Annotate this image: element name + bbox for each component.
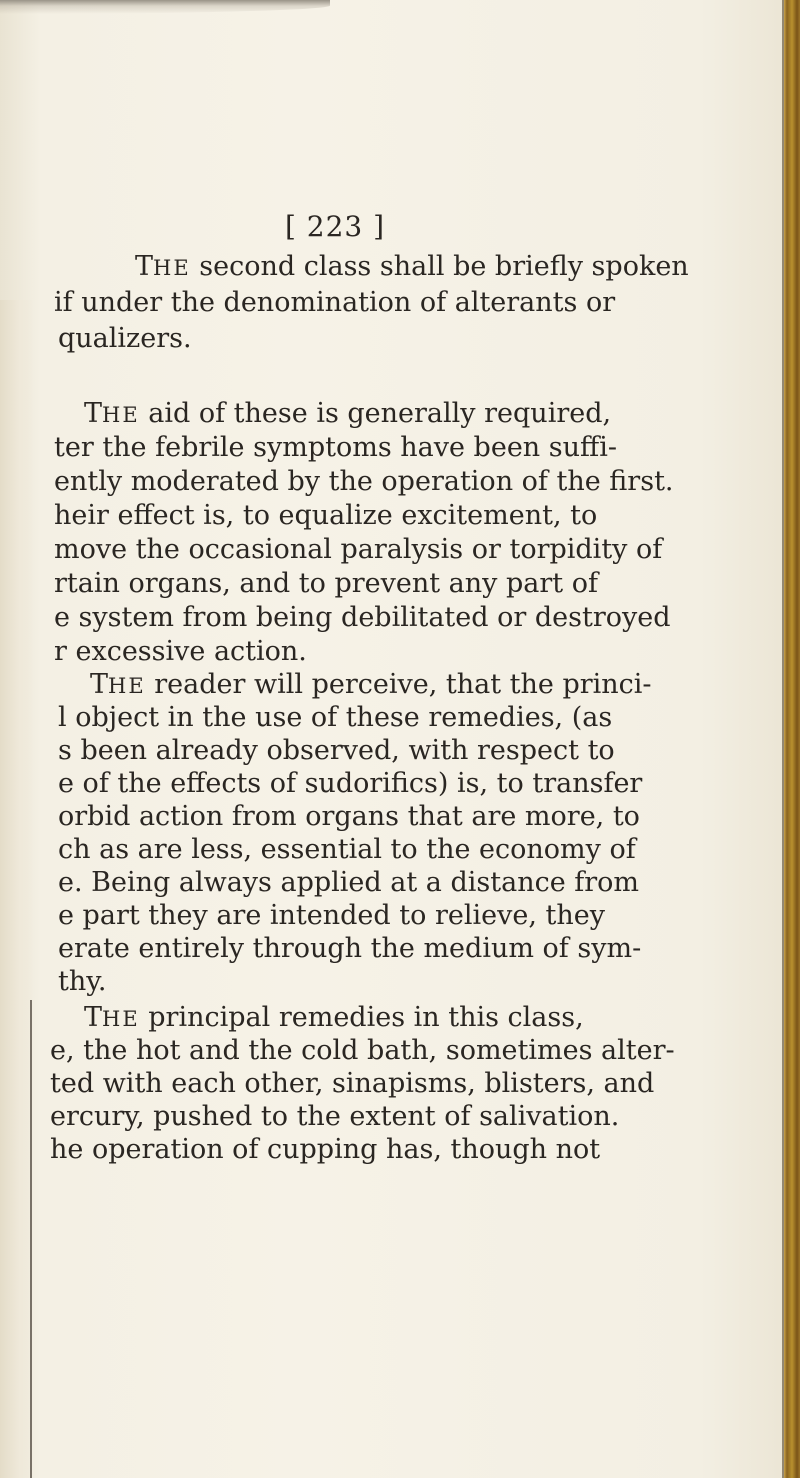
text-line: rtain organs, and to prevent any part of <box>54 568 598 599</box>
text-line: THE second class shall be briefly spoken <box>135 251 689 282</box>
binding-edge-line <box>30 1000 32 1478</box>
text-line: erate entirely through the medium of sym- <box>58 933 642 964</box>
text-line: he operation of cupping has, though not <box>50 1134 601 1165</box>
text-line: e system from being debilitated or destroyed <box>54 602 671 633</box>
text-line: l object in the use of these remedies, (as <box>58 702 613 733</box>
text-line: e part they are intended to relieve, they <box>58 900 605 931</box>
text-line: ch as are less, essential to the economy of <box>58 834 636 865</box>
text-line: e. Being always applied at a distance from <box>58 867 640 898</box>
text-line: r excessive action. <box>54 636 307 667</box>
text-line: if under the denomination of alterants or <box>54 287 616 318</box>
text-line: heir effect is, to equalize excitement, to <box>54 500 598 531</box>
text-line: ter the febrile symptoms have been suffi- <box>54 432 617 463</box>
text-line: THE aid of these is generally required, <box>84 398 612 429</box>
book-cover-edge <box>784 0 800 1478</box>
text-line: ted with each other, sinapisms, blisters, and <box>50 1068 655 1099</box>
text-line: orbid action from organs that are more, to <box>58 801 640 832</box>
text-line: e of the effects of sudorifics) is, to transfer <box>58 768 643 799</box>
binding-gutter <box>0 300 34 1478</box>
text-line: s been already observed, with respect to <box>58 735 615 766</box>
page-number: [ 223 ] <box>284 210 386 243</box>
text-line: e, the hot and the cold bath, sometimes alter- <box>50 1035 675 1066</box>
page-top-shadow <box>0 0 330 14</box>
text-line: THE reader will perceive, that the princi- <box>90 669 652 700</box>
text-line: move the occasional paralysis or torpidity of <box>54 534 663 565</box>
text-line: thy. <box>58 966 107 997</box>
text-line: THE principal remedies in this class, <box>84 1002 584 1033</box>
text-line: ently moderated by the operation of the first. <box>54 466 674 497</box>
text-line: ercury, pushed to the extent of salivation. <box>50 1101 620 1132</box>
text-line: qualizers. <box>58 323 192 354</box>
